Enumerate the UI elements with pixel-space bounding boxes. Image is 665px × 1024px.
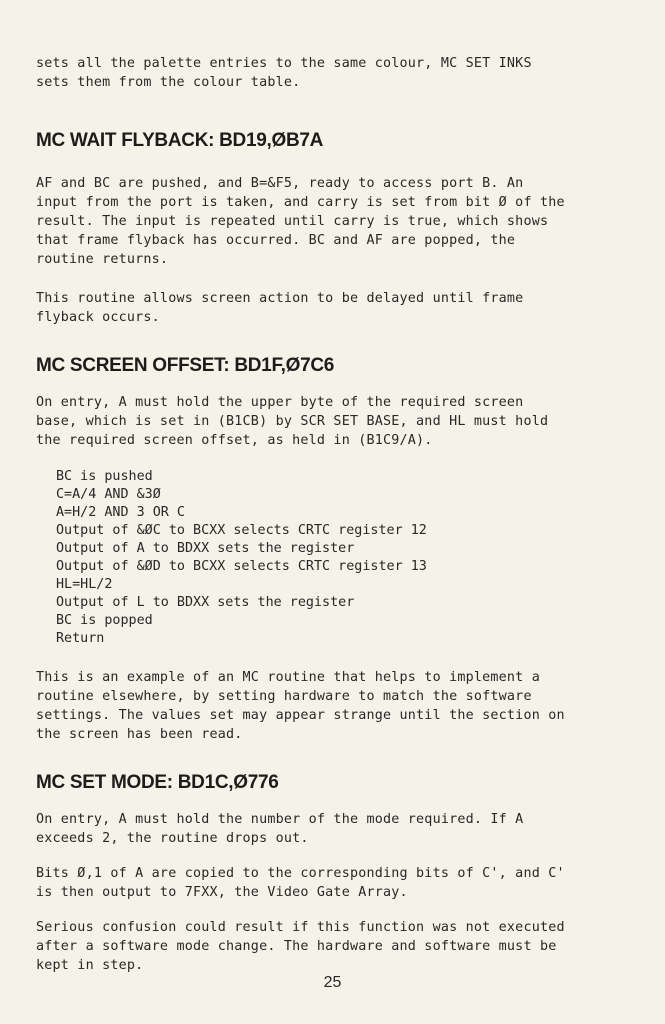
step-item: Output of &ØC to BCXX selects CRTC register 12 [56, 523, 427, 538]
wait-flyback-paragraph-2: This routine allows screen action to be delayed until frame flyback occurs. [36, 291, 524, 325]
set-mode-paragraph-1: On entry, A must hold the number of the mode required. If A exceeds 2, the routine drops out. [36, 812, 524, 846]
step-item: BC is popped [56, 613, 153, 628]
step-item: Output of L to BDXX sets the register [56, 595, 355, 610]
section-heading-set-mode: MC SET MODE: BD1C,Ø776 [36, 772, 279, 793]
section-heading-screen-offset: MC SCREEN OFFSET: BD1F,Ø7C6 [36, 355, 335, 376]
step-item: HL=HL/2 [56, 577, 113, 592]
step-item: Output of &ØD to BCXX selects CRTC register 13 [56, 559, 427, 574]
step-item: Output of A to BDXX sets the register [56, 541, 355, 556]
section-heading-wait-flyback: MC WAIT FLYBACK: BD19,ØB7A [36, 130, 324, 151]
screen-offset-paragraph: On entry, A must hold the upper byte of the required screen base, which is set in (B1CB) by SCR SET BASE, and HL must hold the required screen offset, as held in (B1C9/A). [36, 395, 549, 448]
screen-offset-notes: This is an example of an MC routine that helps to implement a routine elsewhere, by setting hardware to match the software settings. The values set may appear strange until the section on the screen has been read. [36, 670, 565, 742]
screen-offset-steps [36, 468, 615, 648]
intro-paragraph: sets all the palette entries to the same colour, MC SET INKS sets them from the colour table. [36, 56, 532, 90]
step-item: A=H/2 AND 3 OR C [56, 505, 185, 520]
set-mode-paragraph-3: Serious confusion could result if this function was not executed after a software mode change. The hardware and software must be kept in step. [36, 920, 565, 973]
wait-flyback-paragraph-1: AF and BC are pushed, and B=&F5, ready to access port B. An input from the port is taken, and carry is set from bit Ø of the result. The input is repeated until carry is true, which shows that frame flyback has occurred. BC and AF are popped, the routine returns. [36, 176, 565, 267]
step-item: BC is pushed [56, 469, 153, 484]
page-number: 25 [323, 974, 342, 991]
step-item: C=A/4 AND &3Ø [56, 487, 161, 502]
step-item: Return [56, 631, 105, 646]
set-mode-paragraph-2: Bits Ø,1 of A are copied to the corresponding bits of C', and C' is then output to 7FXX, the Video Gate Array. [36, 866, 565, 900]
